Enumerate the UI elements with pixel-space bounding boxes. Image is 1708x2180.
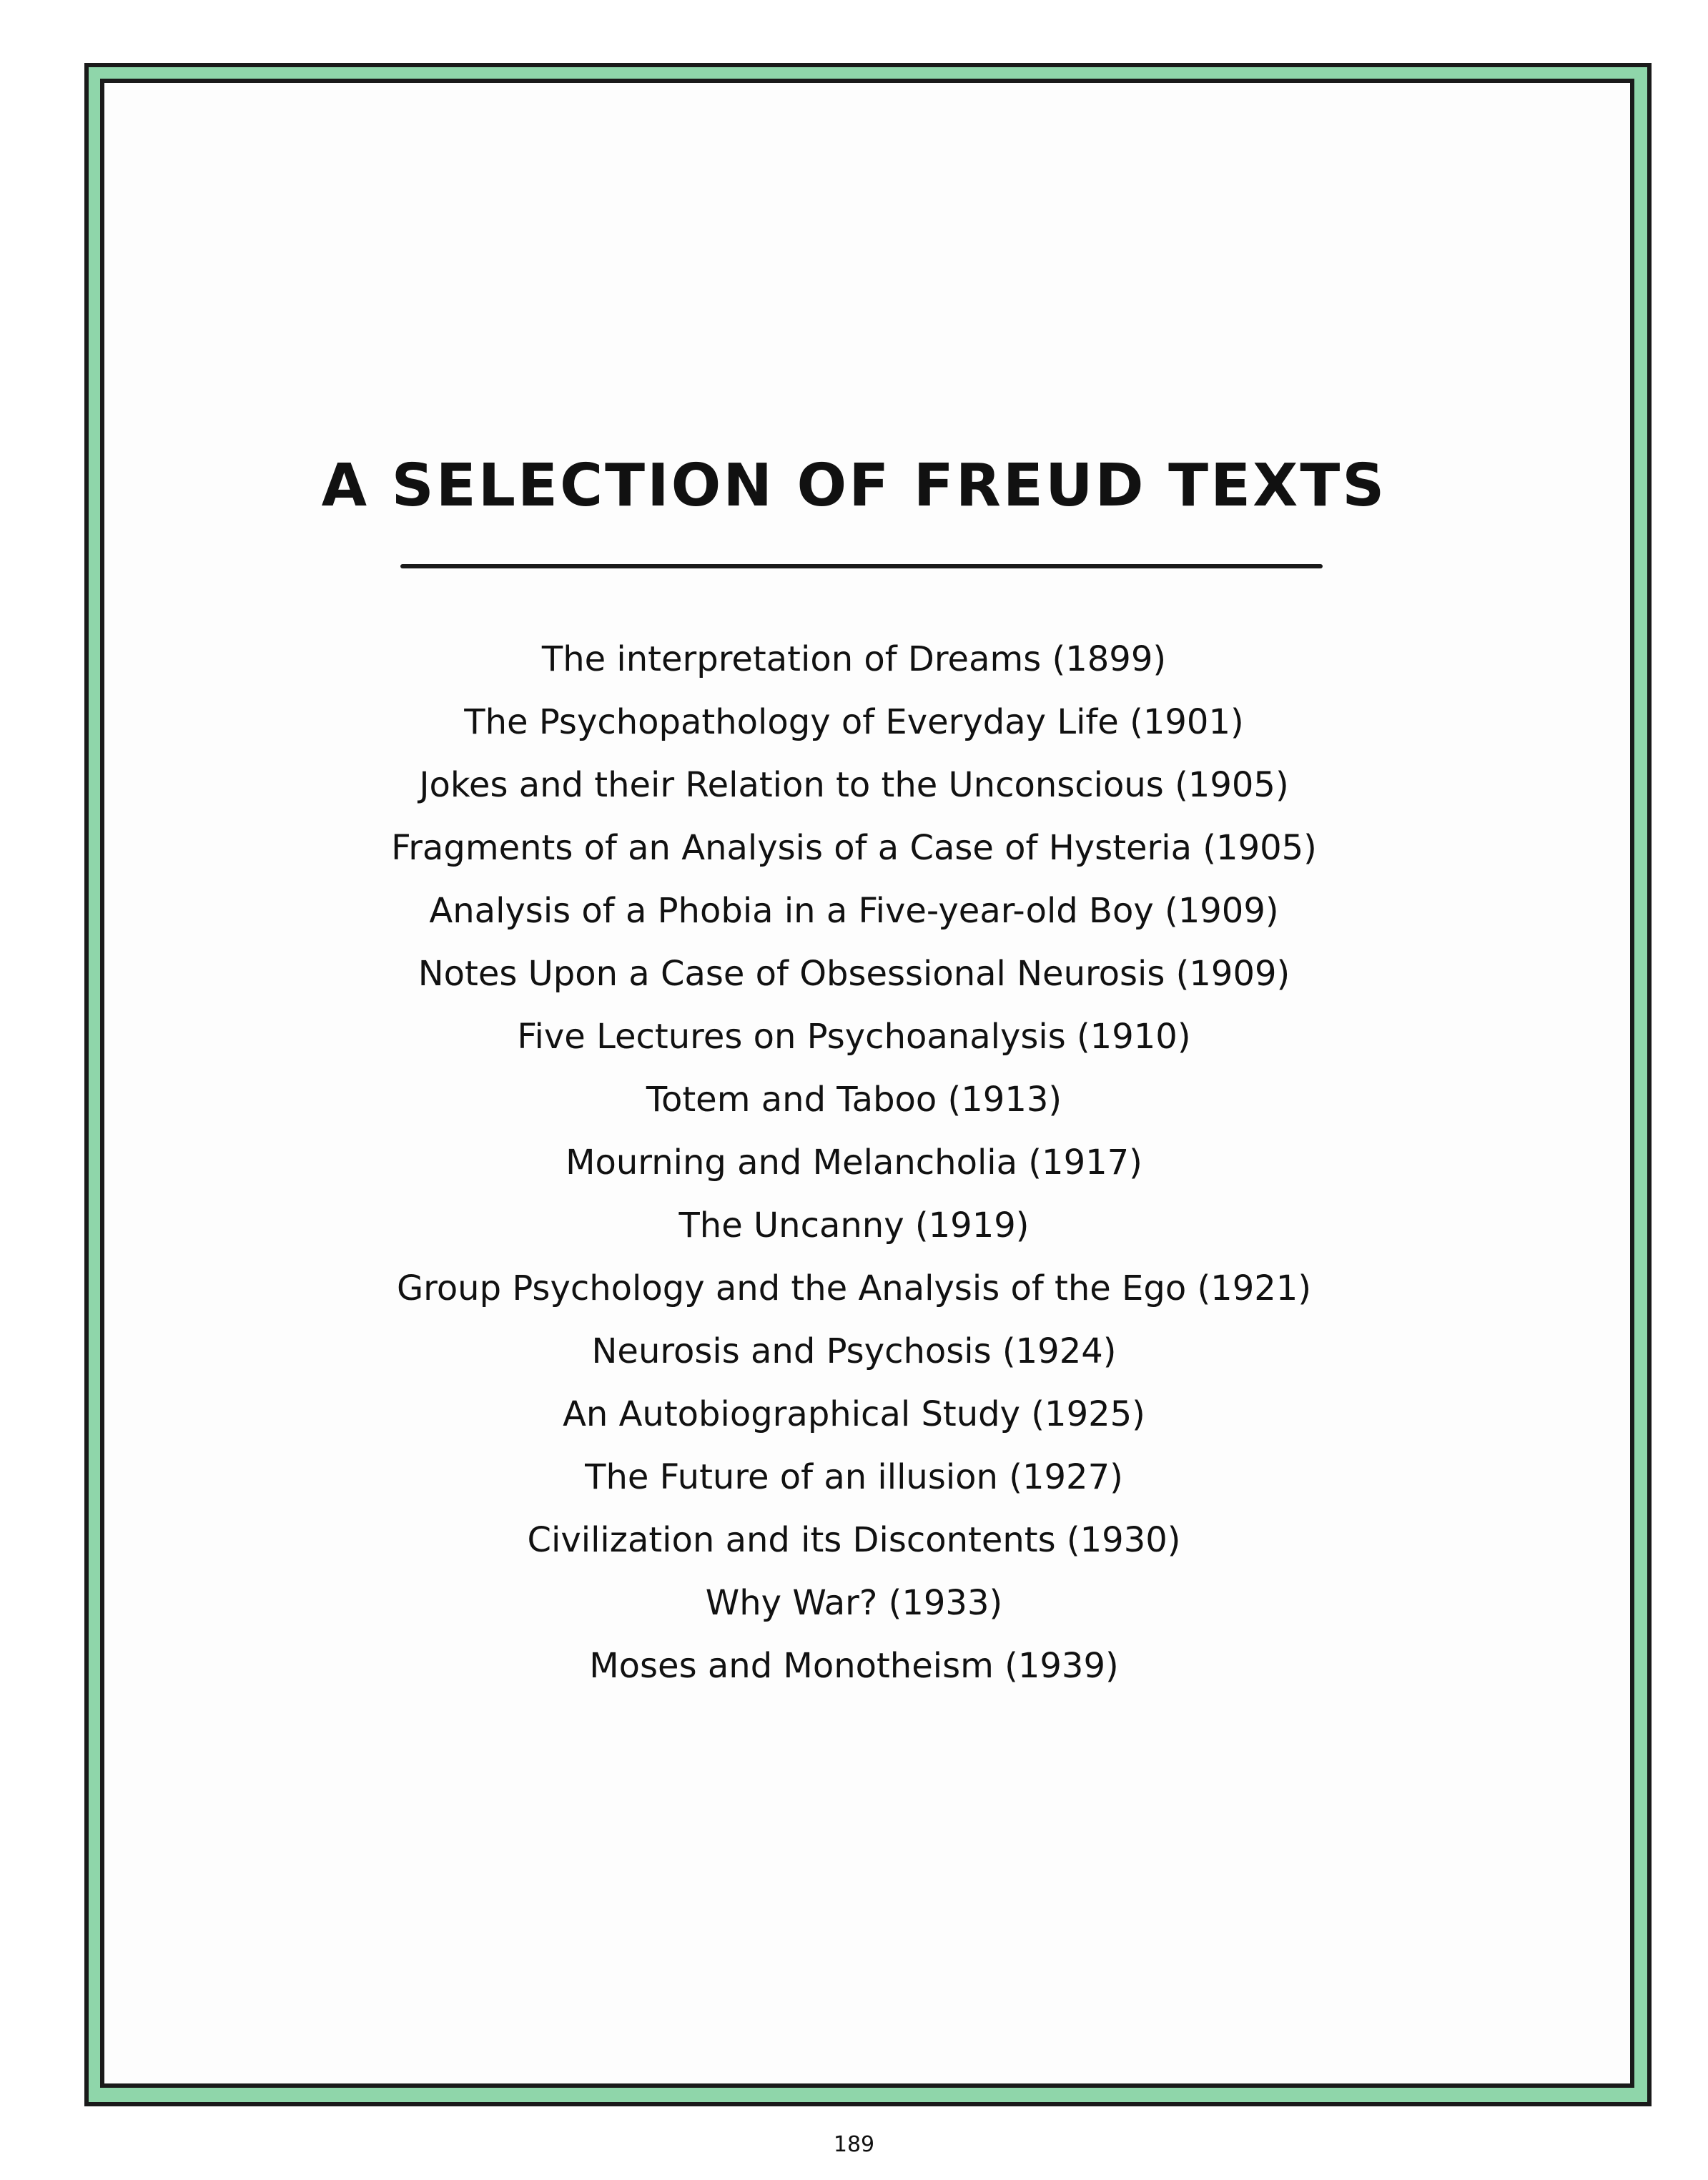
- title-underline: [400, 564, 1323, 568]
- list-item: Moses and Monotheism (1939): [589, 1646, 1119, 1686]
- list-item: An Autobiographical Study (1925): [563, 1394, 1145, 1434]
- list-item: The Future of an illusion (1927): [585, 1457, 1123, 1497]
- list-item: The Psychopathology of Everyday Life (1901): [464, 702, 1244, 742]
- list-item: Mourning and Melancholia (1917): [566, 1143, 1142, 1183]
- list-item: Group Psychology and the Analysis of the Ego (1921): [396, 1268, 1312, 1308]
- list-item: Five Lectures on Psychoanalysis (1910): [517, 1017, 1191, 1057]
- list-item: Notes Upon a Case of Obsessional Neurosis (1909): [418, 954, 1290, 994]
- freud-text-list: [0, 628, 1708, 1697]
- list-item: Analysis of a Phobia in a Five-year-old Boy (1909): [429, 891, 1279, 931]
- list-item: Jokes and their Relation to the Unconscious (1905): [419, 765, 1289, 805]
- list-item: Totem and Taboo (1913): [646, 1080, 1062, 1120]
- list-item: Civilization and its Discontents (1930): [527, 1520, 1181, 1560]
- list-item: The interpretation of Dreams (1899): [541, 639, 1167, 679]
- list-item: Why War? (1933): [705, 1583, 1003, 1623]
- page-number: 189: [833, 2132, 875, 2157]
- list-item: Neurosis and Psychosis (1924): [591, 1331, 1117, 1371]
- list-item: The Uncanny (1919): [678, 1205, 1030, 1246]
- page-title: A SELECTION OF FREUD TEXTS: [321, 452, 1387, 520]
- list-item: Fragments of an Analysis of a Case of Hysteria (1905): [391, 828, 1317, 868]
